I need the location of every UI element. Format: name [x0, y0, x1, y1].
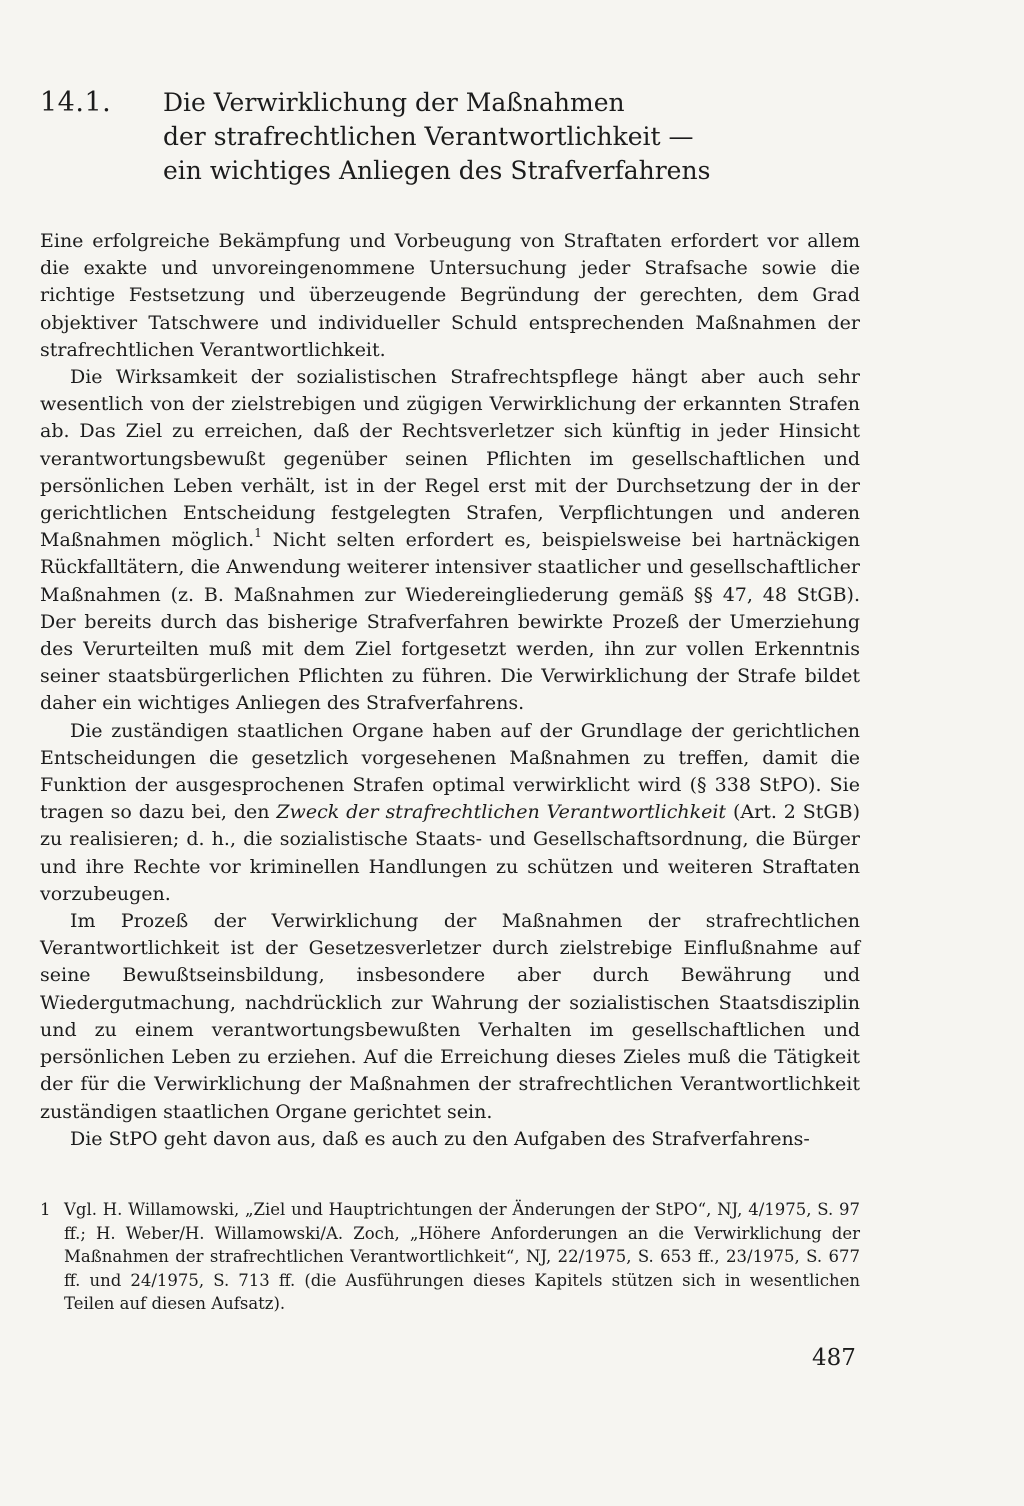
section-title-line: Die Verwirklichung der Maßnahmen: [163, 88, 625, 117]
page-number: 487: [812, 1345, 856, 1371]
footnote-reference[interactable]: 1: [254, 525, 262, 540]
paragraph: Im Prozeß der Verwirklichung der Maßnahmen der strafrechtlichen Verantwortlichkeit ist der Gesetzesverletzer durch zielstrebige Einflußnahme auf seine Bewußtseinsbildung, insbesondere aber durch Bewährung und Wiedergutmachung, nachdrücklich zur Wahrung der sozialistischen Staatsdisziplin und zu einem verantwortungsbewußten Verhalten im gesellschaftlichen und persönlichen Leben zu erziehen. Auf die Erreichung dieses Zieles muß die Tätigkeit der für die Verwirklichung der Maßnahmen der strafrechtlichen Verantwortlichkeit zuständigen staatlichen Organe gerichtet sein.: [40, 910, 860, 1123]
footnote: [40, 1198, 860, 1316]
section-number: 14.1.: [40, 87, 112, 118]
footnote-marker: 1: [40, 1200, 51, 1219]
section-title-line: der strafrechtlichen Verantwortlichkeit —: [163, 122, 694, 151]
paragraph-text: (Art. 2 StGB) zu realisieren; d. h., die sozialistische Staats- und Gesellschaftsordnung, die Bürger und ihre Rechte vor kriminellen Handlungen zu schützen und weiteren Straftaten vorzubeugen.: [40, 801, 860, 905]
section-title: [163, 86, 710, 188]
paragraph: [40, 718, 860, 908]
body-text: [40, 228, 860, 1153]
paragraph-text: Nicht selten erfordert es, beispielsweise bei hartnäckigen Rückfalltätern, die Anwendung weiterer intensiver staatlicher und gesellschaftlicher Maßnahmen (z. B. Maßnahmen zur Wiedereingliederung gemäß §§ 47, 48 StGB). Der bereits durch das bisherige Strafverfahren bewirkte Prozeß der Umerziehung des Verurteilten muß mit dem Ziel fortgesetzt werden, ihn zur vollen Erkenntnis seiner staatsbürgerlichen Pflichten zu führen. Die Verwirklichung der Strafe bildet daher ein wichtiges Anliegen des Strafverfahrens.: [40, 529, 860, 715]
paragraph-text: Die Wirksamkeit der sozialistischen Strafrechtspflege hängt aber auch sehr wesentlich von der zielstrebigen und zügigen Verwirklichung der erkannten Strafen ab. Das Ziel zu erreichen, daß der Rechtsverletzer sich künftig in jeder Hinsicht verantwortungsbewußt gegenüber seinen Pflichten im gesellschaftlichen und persönlichen Leben verhält, ist in der Regel erst mit der Durchsetzung der in der gerichtlichen Entscheidung festgelegten Strafen, Verpflichtungen und anderen Maßnahmen möglich.: [40, 366, 860, 552]
section-title-line: ein wichtiges Anliegen des Strafverfahrens: [163, 156, 711, 185]
paragraph: Eine erfolgreiche Bekämpfung und Vorbeugung von Straftaten erfordert vor allem die exakte und unvoreingenommene Untersuchung jeder Strafsache sowie die richtige Festsetzung und überzeugende Begründung der gerechten, dem Grad objektiver Tatschwere und individueller Schuld entsprechenden Maßnahmen der strafrechtlichen Verantwortlichkeit.: [40, 230, 860, 361]
paragraph: [40, 364, 860, 718]
paragraph: Die StPO geht davon aus, daß es auch zu den Aufgaben des Strafverfahrens-: [70, 1127, 810, 1150]
emphasized-term: Zweck der strafrechtlichen Verantwortlichkeit: [276, 801, 727, 824]
footnote-text: Vgl. H. Willamowski, „Ziel und Hauptrichtungen der Änderungen der StPO“, NJ, 4/1975, S. 97 ff.; H. Weber/H. Willamowski/A. Zoch, „Höhere Anforderungen an die Verwirklichung der Maßnahmen der strafrechtlichen Verantwortlichkeit“, NJ, 22/1975, S. 653 ff., 23/1975, S. 677 ff. und 24/1975, S. 713 ff. (die Ausführungen dieses Kapitels stützen sich in wesentlichen Teilen auf diesen Aufsatz).: [64, 1200, 860, 1313]
paragraph-text: Die zuständigen staatlichen Organe haben auf der Grundlage der gerichtlichen Entscheidungen die gesetzlich vorgesehenen Maßnahmen zu treffen, damit die Funktion der ausgesprochenen Strafen optimal verwirklicht wird (§ 338 StPO). Sie tragen so dazu bei, den: [40, 719, 860, 824]
